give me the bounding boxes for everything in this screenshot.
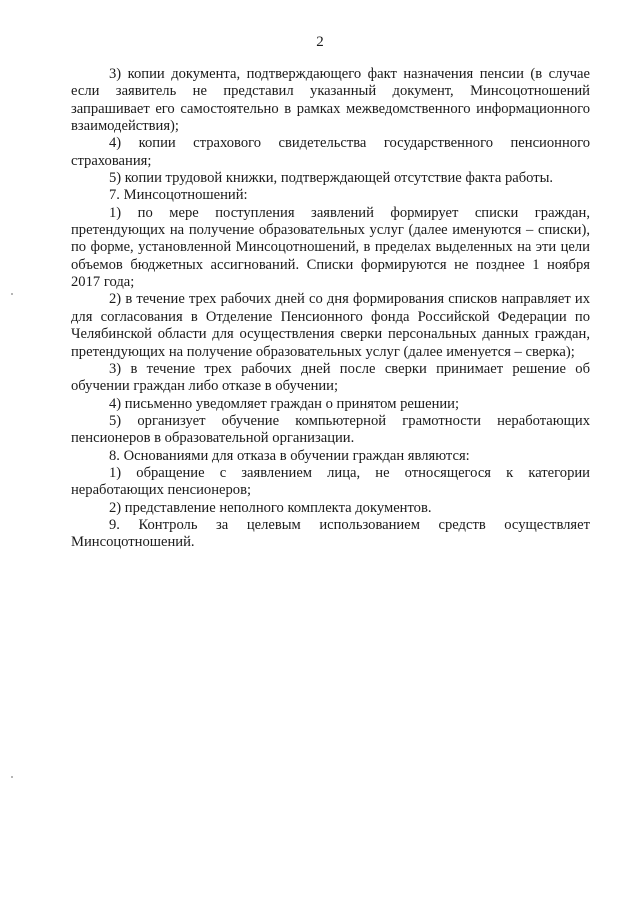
paragraph-section-7-heading: 7. Минсоцотношений: [109, 187, 248, 204]
paragraph-work-book-copy: 5) копии трудовой книжки, подтверждающей отсутствие факта работы. [109, 170, 554, 187]
paragraph-section-9-control: 9. Контроль за целевым использованием средств осуществляет Минсоцотношений. [71, 516, 590, 551]
paragraph-refusal-reason-2: 2) представление неполного комплекта документов. [109, 499, 432, 516]
paragraph-pension-document-copy: 3) копии документа, подтверждающего факт назначения пенсии (в случае если заявитель не представил указанный документ, Минсоцотношений запрашивает его самостоятельно в рамках межведомственного информационного взаимодействия); [71, 66, 590, 135]
paragraph-forms-lists: 1) по мере поступления заявлений формирует списки граждан, претендующих на получение образовательных услуг (далее именуются – списки), по форме, установленной Минсоцотношений, в пределах выделенных на эти цели объемов бюджетных ассигнований. Списки формируются не позднее 1 ноября 2017 года; [71, 204, 590, 291]
document-body [71, 66, 590, 552]
scan-speck [11, 293, 13, 295]
paragraph-refusal-reason-1: 1) обращение с заявлением лица, не относящегося к категории неработающих пенсионеров; [71, 464, 590, 499]
paragraph-insurance-certificate-copy: 4) копии страхового свидетельства государственного пенсионного страхования; [71, 135, 590, 169]
paragraph-sends-for-approval: 2) в течение трех рабочих дней со дня формирования списков направляет их для согласования в Отделение Пенсионного фонда Российской Федерации по Челябинской области для осуществления сверки персональных данных граждан, претендующих на получение образовательных услуг (далее именуется – сверка); [71, 291, 590, 360]
paragraph-section-8-heading: 8. Основаниями для отказа в обучении граждан являются: [109, 447, 470, 464]
paragraph-organizes-training: 5) организует обучение компьютерной грамотности неработающих пенсионеров в образовательной организации. [71, 412, 590, 447]
page-number: 2 [316, 34, 324, 50]
paragraph-notifies-citizens: 4) письменно уведомляет граждан о принятом решении; [109, 395, 460, 412]
scan-speck [11, 776, 13, 778]
paragraph-makes-decision: 3) в течение трех рабочих дней после сверки принимает решение об обучении граждан либо отказе в обучении; [71, 360, 590, 395]
